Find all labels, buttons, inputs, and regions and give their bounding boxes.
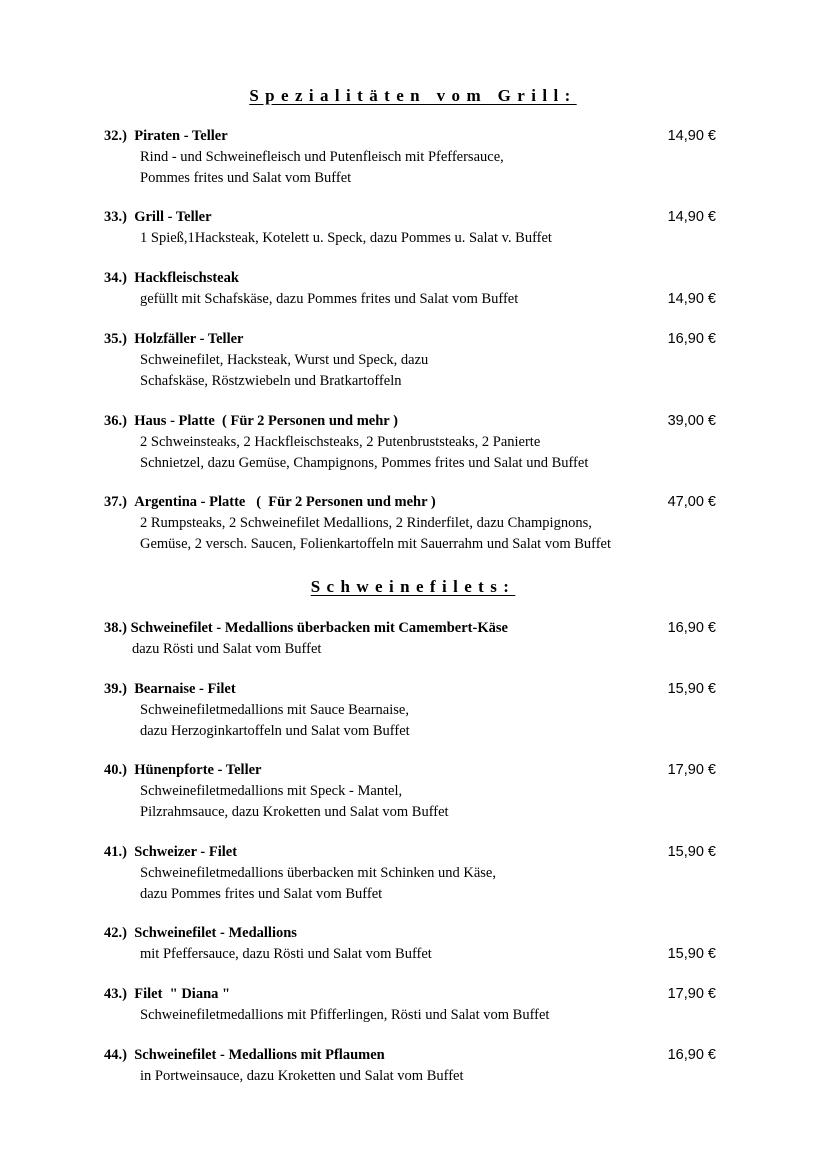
- item-number: 44.): [104, 1047, 127, 1063]
- item-description: Schweinefilet, Hacksteak, Wurst und Speck, dazu: [140, 352, 429, 368]
- item-name: Schweinefilet - Medallions: [134, 925, 297, 941]
- item-header: [104, 1045, 724, 1066]
- menu-item-44: [104, 1045, 724, 1087]
- item-header: [104, 329, 724, 350]
- menu-item-32: [104, 126, 724, 189]
- item-description: dazu Rösti und Salat vom Buffet: [132, 641, 322, 657]
- item-header: [104, 268, 724, 289]
- item-price: 15,90 €: [667, 681, 716, 697]
- item-price: 14,90 €: [667, 128, 716, 144]
- item-price: 17,90 €: [667, 986, 716, 1002]
- item-name: Grill - Teller: [134, 209, 212, 225]
- item-description: Schweinefiletmedallions mit Speck - Mantel,: [140, 783, 403, 799]
- item-header: [104, 923, 724, 944]
- item-header: [104, 126, 724, 147]
- item-number: 38.): [104, 620, 127, 636]
- item-number: 32.): [104, 128, 127, 144]
- item-price: 15,90 €: [667, 946, 716, 962]
- item-name: Holzfäller - Teller: [134, 331, 244, 347]
- item-name: Filet " Diana ": [134, 986, 231, 1002]
- item-description: in Portweinsauce, dazu Kroketten und Salat vom Buffet: [140, 1068, 464, 1084]
- item-name: Argentina - Platte ( Für 2 Personen und mehr ): [134, 494, 436, 510]
- item-name: Hackfleischsteak: [134, 270, 239, 286]
- item-description: 1 Spieß,1Hacksteak, Kotelett u. Speck, dazu Pommes u. Salat v. Buffet: [140, 230, 552, 246]
- item-description: Pilzrahmsauce, dazu Kroketten und Salat vom Buffet: [140, 804, 449, 820]
- menu-item-33: [104, 207, 724, 249]
- item-number: 41.): [104, 844, 127, 860]
- item-header: [104, 207, 724, 228]
- item-number: 36.): [104, 413, 127, 429]
- item-description: Rind - und Schweinefleisch und Putenfleisch mit Pfeffersauce,: [140, 149, 504, 165]
- item-description: Gemüse, 2 versch. Saucen, Folienkartoffeln mit Sauerrahm und Salat vom Buffet: [140, 536, 612, 552]
- item-number: 40.): [104, 762, 127, 778]
- item-name: Schweinefilet - Medallions mit Pflaumen: [134, 1047, 385, 1063]
- item-description: Schweinefiletmedallions mit Pfifferlingen, Rösti und Salat vom Buffet: [140, 1007, 550, 1023]
- menu-item-42: [104, 923, 724, 965]
- item-header: [104, 984, 724, 1005]
- item-price: 14,90 €: [667, 209, 716, 225]
- item-header: [104, 492, 724, 513]
- item-price: 16,90 €: [667, 1047, 716, 1063]
- menu-item-35: [104, 329, 724, 392]
- item-description: Pommes frites und Salat vom Buffet: [140, 170, 352, 186]
- item-description: dazu Pommes frites und Salat vom Buffet: [140, 886, 383, 902]
- item-description: Schnietzel, dazu Gemüse, Champignons, Pommes frites und Salat und Buffet: [140, 455, 589, 471]
- section-title-grill: [0, 86, 826, 106]
- item-number: 33.): [104, 209, 127, 225]
- menu-item-41: [104, 842, 724, 905]
- item-description: Schweinefiletmedallions mit Sauce Bearnaise,: [140, 702, 409, 718]
- menu-item-37: [104, 492, 724, 555]
- section-title-text: Spezialitäten vom Grill:: [249, 86, 577, 105]
- item-description-with-price: [104, 289, 724, 310]
- item-number: 42.): [104, 925, 127, 941]
- item-price: 16,90 €: [667, 331, 716, 347]
- item-name: Schweizer - Filet: [134, 844, 238, 860]
- menu-item-34: [104, 268, 724, 310]
- item-number: 35.): [104, 331, 127, 347]
- item-price: 16,90 €: [667, 620, 716, 636]
- section-title-text: Schweinefilets:: [310, 577, 516, 596]
- item-name: Bearnaise - Filet: [134, 681, 236, 697]
- item-name: Piraten - Teller: [134, 128, 228, 144]
- item-description: gefüllt mit Schafskäse, dazu Pommes frites und Salat vom Buffet: [140, 291, 519, 307]
- section-title-schweinefilets: [0, 577, 826, 597]
- item-price: 15,90 €: [667, 844, 716, 860]
- menu-item-40: [104, 760, 724, 823]
- item-price: 39,00 €: [667, 413, 716, 429]
- item-number: 34.): [104, 270, 127, 286]
- item-header: [104, 842, 724, 863]
- item-number: 37.): [104, 494, 127, 510]
- item-description: mit Pfeffersauce, dazu Rösti und Salat vom Buffet: [140, 946, 432, 962]
- menu-item-36: [104, 411, 724, 474]
- item-price: 14,90 €: [667, 291, 716, 307]
- item-name: Schweinefilet - Medallions überbacken mit Camembert-Käse: [130, 620, 508, 636]
- item-price: 47,00 €: [667, 494, 716, 510]
- item-header: [104, 618, 724, 639]
- item-description: 2 Schweinsteaks, 2 Hackfleischsteaks, 2 Putenbruststeaks, 2 Panierte: [140, 434, 541, 450]
- item-name: Haus - Platte ( Für 2 Personen und mehr ): [134, 413, 398, 429]
- item-header: [104, 760, 724, 781]
- menu-item-43: [104, 984, 724, 1026]
- item-description-with-price: [104, 944, 724, 965]
- item-header: [104, 679, 724, 700]
- item-price: 17,90 €: [667, 762, 716, 778]
- item-description: 2 Rumpsteaks, 2 Schweinefilet Medallions, 2 Rinderfilet, dazu Champignons,: [140, 515, 592, 531]
- item-header: [104, 411, 724, 432]
- menu-item-38: [104, 618, 724, 660]
- item-number: 39.): [104, 681, 127, 697]
- item-number: 43.): [104, 986, 127, 1002]
- item-description: dazu Herzoginkartoffeln und Salat vom Buffet: [140, 723, 410, 739]
- item-description: Schweinefiletmedallions überbacken mit Schinken und Käse,: [140, 865, 496, 881]
- menu-item-39: [104, 679, 724, 742]
- item-description: Schafskäse, Röstzwiebeln und Bratkartoffeln: [140, 373, 402, 389]
- item-name: Hünenpforte - Teller: [134, 762, 262, 778]
